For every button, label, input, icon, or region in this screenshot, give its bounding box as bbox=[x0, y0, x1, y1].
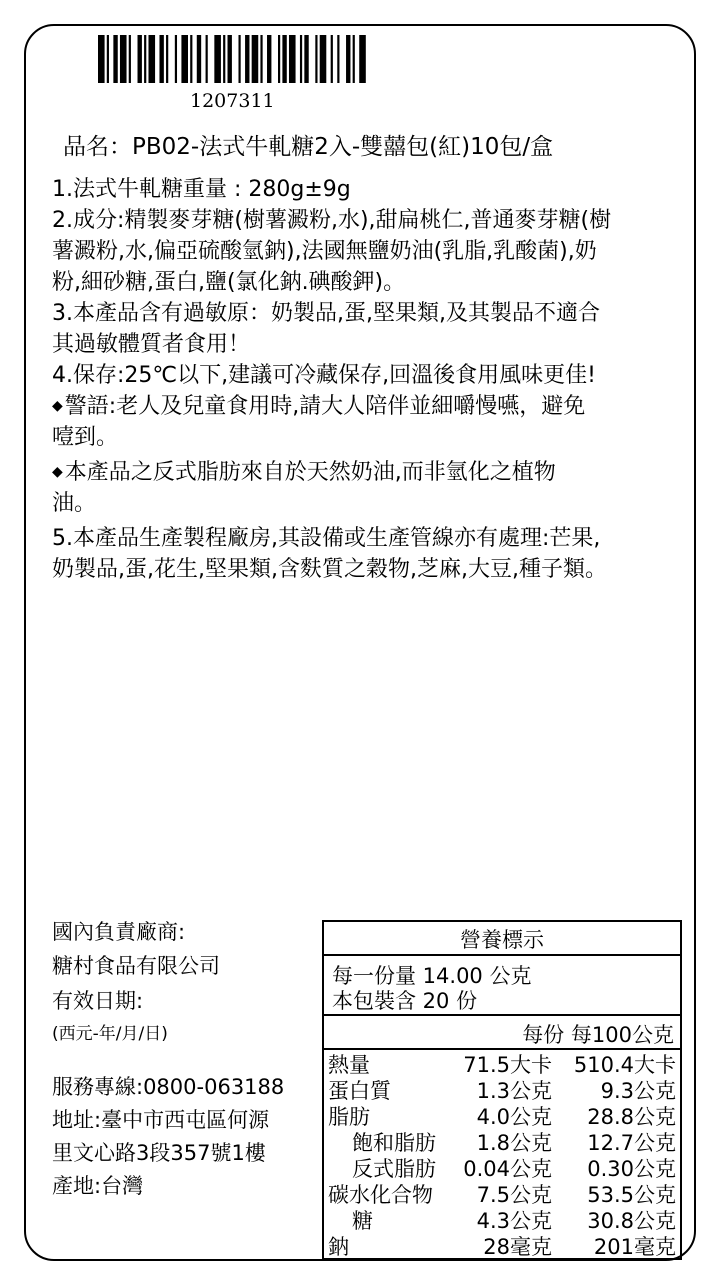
nutrition-row bbox=[324, 1130, 680, 1156]
nutrition-row bbox=[324, 1052, 680, 1078]
per-100g-value: 0.30公克 bbox=[587, 1157, 676, 1181]
address-line-1: 地址:臺中市西屯區何源 bbox=[52, 1108, 270, 1132]
nutrition-row bbox=[324, 1208, 680, 1234]
per-100g-value: 53.5公克 bbox=[587, 1183, 676, 1207]
barcode-bar bbox=[260, 35, 262, 83]
barcode-bar bbox=[107, 35, 109, 83]
barcode-bar bbox=[113, 35, 117, 83]
barcode-bar bbox=[144, 35, 146, 83]
origin: 產地:台灣 bbox=[52, 1174, 144, 1198]
barcode-bar bbox=[304, 35, 308, 83]
nutrition-title: 營養標示 bbox=[324, 922, 680, 956]
per-serving-value: 4.0公克 bbox=[476, 1105, 552, 1129]
per-100g-value: 28.8公克 bbox=[587, 1105, 676, 1129]
per-serving-value: 7.5公克 bbox=[476, 1183, 552, 1207]
barcode-bar bbox=[214, 35, 221, 83]
nutrition-row bbox=[324, 1078, 680, 1104]
nutrient-name: 碳水化合物 bbox=[328, 1183, 433, 1207]
nutrient-name: 飽和脂肪 bbox=[352, 1131, 436, 1155]
trans-fat-note-line: ◆本產品之反式脂肪來自於天然奶油,而非氫化之植物 bbox=[52, 460, 556, 485]
per-serving-value: 71.5大卡 bbox=[463, 1053, 552, 1077]
hotline: 服務專線:0800-063188 bbox=[52, 1075, 285, 1099]
per-serving-value: 1.8公克 bbox=[476, 1131, 552, 1155]
address-line-2: 里文心路3段357號1樓 bbox=[52, 1141, 266, 1165]
facility-line: 5.本產品生產製程廠房,其設備或生產管線亦有處理:芒果, bbox=[52, 526, 601, 551]
barcode-bar bbox=[315, 35, 317, 83]
divider bbox=[324, 1048, 680, 1050]
per-serving-value: 1.3公克 bbox=[476, 1079, 552, 1103]
per-100g-value: 9.3公克 bbox=[600, 1079, 676, 1103]
barcode-bar bbox=[346, 35, 350, 83]
ingredients-line: 薯澱粉,水,偏亞硫酸氫鈉),法國無鹽奶油(乳脂,乳酸菌),奶 bbox=[52, 239, 597, 264]
divider bbox=[324, 1014, 680, 1016]
product-description bbox=[52, 174, 677, 585]
barcode-bar bbox=[278, 35, 280, 83]
nutrition-row bbox=[324, 1104, 680, 1130]
barcode-bar bbox=[267, 35, 271, 83]
per-100g-value: 30.8公克 bbox=[587, 1209, 676, 1233]
diamond-bullet-icon: ◆ bbox=[52, 398, 63, 414]
product-name: 品名：PB02-法式牛軋糖2入-雙囍包(紅)10包/盒 bbox=[63, 134, 554, 160]
per-100g-header: 每100公克 bbox=[570, 1023, 674, 1047]
allergen-line: 3.本產品含有過敏原：奶製品,蛋,堅果類,及其製品不適合 bbox=[52, 301, 600, 326]
barcode-bar bbox=[148, 35, 155, 83]
ingredients-line: 粉,細砂糖,蛋白,鹽(氯化鈉.碘酸鉀)。 bbox=[52, 270, 406, 295]
nutrient-name: 熱量 bbox=[328, 1053, 370, 1077]
column-header bbox=[522, 1019, 674, 1049]
barcode-bar bbox=[359, 35, 366, 83]
manufacturer-name: 糖村食品有限公司 bbox=[52, 954, 220, 978]
barcode-bar bbox=[120, 35, 127, 83]
nutrient-name: 反式脂肪 bbox=[352, 1157, 436, 1181]
nutrition-facts-table bbox=[322, 920, 682, 1260]
barcode-bar bbox=[252, 35, 259, 83]
barcode-bar bbox=[190, 35, 192, 83]
nutrient-name: 脂肪 bbox=[328, 1105, 370, 1129]
barcode-bar bbox=[300, 35, 302, 83]
barcode-bar bbox=[166, 35, 168, 83]
barcode-bar bbox=[175, 35, 177, 83]
warning-line: ◆警語:老人及兒童食用時,請大人陪伴並細嚼慢嚥，避免 bbox=[52, 394, 586, 419]
servings-per-package: 本包裝含 20 份 bbox=[332, 989, 478, 1013]
facility-line: 奶製品,蛋,花生,堅果類,含麩質之穀物,芝麻,大豆,種子類。 bbox=[52, 557, 607, 582]
barcode-bar bbox=[337, 35, 339, 83]
barcode bbox=[98, 35, 368, 83]
weight-line: 1.法式牛軋糖重量 : 280g±9g bbox=[52, 177, 351, 202]
barcode-bar bbox=[138, 35, 142, 83]
barcode-bar bbox=[238, 35, 240, 83]
barcode-bar bbox=[98, 35, 105, 83]
barcode-bar bbox=[282, 35, 286, 83]
barcode-number: 1207311 bbox=[190, 90, 275, 112]
barcode-bar bbox=[159, 35, 163, 83]
per-100g-value: 510.4大卡 bbox=[573, 1053, 676, 1077]
nutrition-row bbox=[324, 1156, 680, 1182]
barcode-bar bbox=[353, 35, 355, 83]
nutrition-row bbox=[324, 1234, 680, 1260]
expiry-format: (西元-年/月/日) bbox=[52, 1024, 168, 1044]
barcode-bar bbox=[223, 35, 225, 83]
per-serving-value: 28毫克 bbox=[483, 1235, 552, 1259]
barcode-bar bbox=[129, 35, 131, 83]
barcode-bar bbox=[320, 35, 327, 83]
allergen-line: 其過敏體質者食用！ bbox=[52, 332, 251, 357]
manufacturer-label: 國內負責廠商: bbox=[52, 920, 186, 944]
barcode-bar bbox=[181, 35, 188, 83]
diamond-bullet-icon: ◆ bbox=[52, 464, 63, 480]
barcode-bar bbox=[289, 35, 296, 83]
per-100g-value: 201毫克 bbox=[593, 1235, 676, 1259]
ingredients-line: 2.成分:精製麥芽糖(樹薯澱粉,水),甜扁桃仁,普通麥芽糖(樹 bbox=[52, 208, 612, 233]
per-100g-value: 12.7公克 bbox=[587, 1131, 676, 1155]
per-serving-header: 每份 bbox=[522, 1023, 565, 1047]
barcode-bar bbox=[228, 35, 232, 83]
trans-fat-note-line: 油。 bbox=[52, 491, 97, 516]
expiry-label: 有效日期: bbox=[52, 989, 144, 1013]
storage-line: 4.保存:25℃以下,建議可冷藏保存,回溫後食用風味更佳! bbox=[52, 363, 596, 388]
barcode-bar bbox=[206, 35, 208, 83]
barcode-bar bbox=[197, 35, 201, 83]
barcode-bar bbox=[245, 35, 249, 83]
warning-line: 噎到。 bbox=[52, 425, 119, 450]
nutrient-name: 鈉 bbox=[328, 1235, 349, 1259]
serving-size: 每一份量 14.00 公克 bbox=[332, 964, 532, 988]
nutrition-row bbox=[324, 1182, 680, 1208]
barcode-bar bbox=[331, 35, 333, 83]
per-serving-value: 0.04公克 bbox=[463, 1157, 552, 1181]
per-serving-value: 4.3公克 bbox=[476, 1209, 552, 1233]
nutrient-name: 糖 bbox=[352, 1209, 373, 1233]
nutrient-name: 蛋白質 bbox=[328, 1079, 391, 1103]
